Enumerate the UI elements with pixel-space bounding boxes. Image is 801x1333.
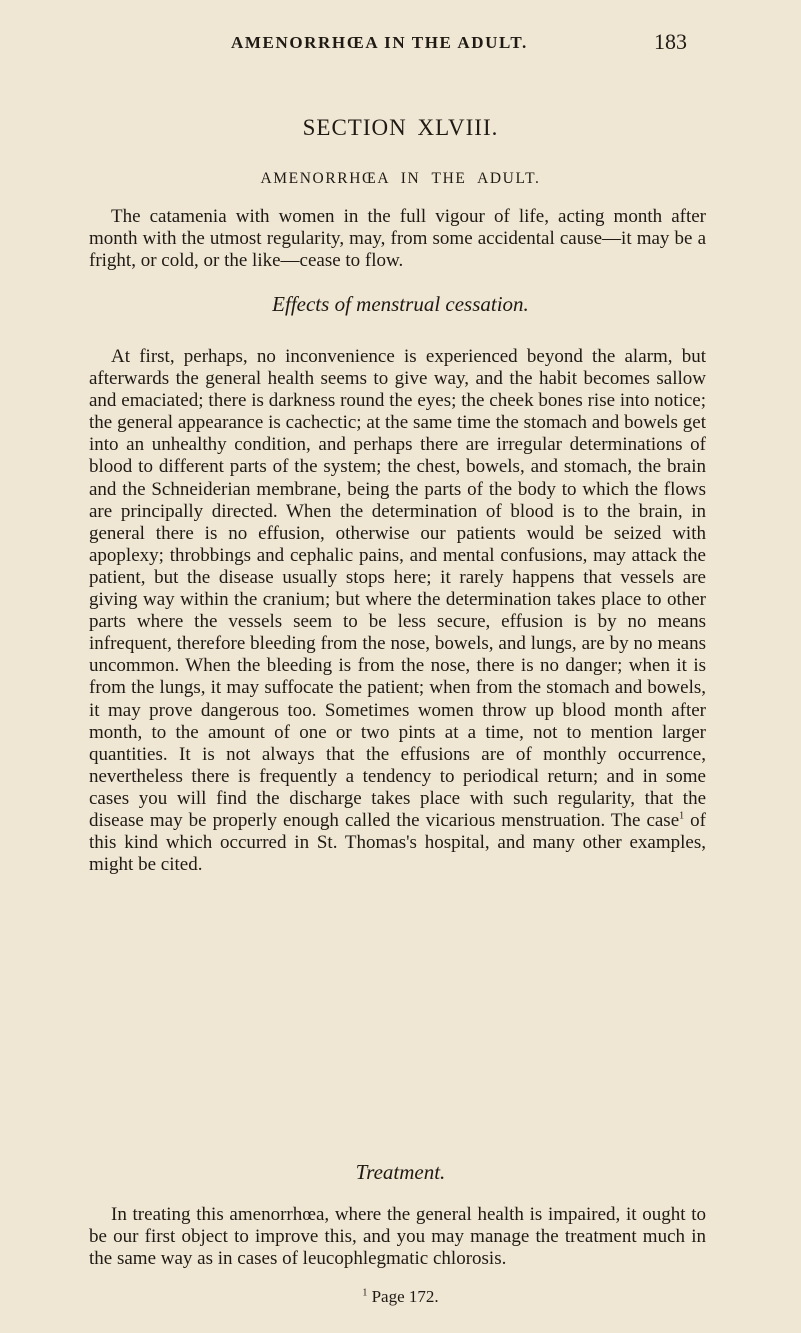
running-title: AMENORRHŒA IN THE ADULT. bbox=[231, 33, 528, 52]
effects-heading: Effects of menstrual cessation. bbox=[272, 292, 529, 316]
footnote-marker: 1 bbox=[362, 1287, 368, 1299]
footnote-text: Page 172. bbox=[367, 1287, 439, 1306]
running-head bbox=[0, 29, 801, 57]
treatment-heading: Treatment. bbox=[355, 1160, 446, 1184]
intro-paragraph: The catamenia with women in the full vigour of life, acting month after month with the utmost regularity, may, from some accidental cause—it may be a fright, or cold, or the like—cease to flow. bbox=[89, 206, 706, 272]
footnote-reference: 1 bbox=[679, 810, 685, 822]
treatment-paragraph: In treating this amenorrhœa, where the general health is impaired, it ought to be our first object to improve this, and you may manage the treatment much in the same way as in cases of leucophlegmatic chlorosis. bbox=[89, 1204, 706, 1270]
section-title: SECTION XLVIII. bbox=[302, 115, 499, 140]
effects-paragraph bbox=[89, 346, 706, 876]
chapter-title: AMENORRHŒA IN THE ADULT. bbox=[260, 170, 541, 187]
footnote bbox=[0, 1287, 801, 1307]
page-number: 183 bbox=[654, 29, 687, 54]
effects-text-part-1: At first, perhaps, no inconvenience is experienced beyond the alarm, but afterwards the general health seems to give way, and the habit becomes sallow and emaciated; there is darkness round the eyes; the cheek bones rise into notice; the general appearance is cachectic; at the same time the stomach and bowels get into an unhealthy condition, and perhaps there are irregular determinations of blood to different parts of the system; the chest, bowels, and stomach, the brain and the Schneiderian membrane, being the parts of the body to which the flows are principally directed. When the determination of blood is to the brain, in general there is no effusion, otherwise our patients would be seized with apoplexy; throbbings and cephalic pains, and mental confusions, may attack the patient, but the disease usually stops here; it rarely happens that vessels are giving way within the cranium; but where the determination takes place to other parts where the vessels seem to be less secure, effusion is by no means infrequent, therefore bleeding from the nose, bowels, and lungs, are by no means uncommon. When the bleeding is from the nose, there is no danger; when it is from the lungs, it may suffocate the patient; when from the stomach and bowels, it may prove dangerous too. Sometimes women throw up blood month after month, to the amount of one or two pints at a time, not to mention larger quantities. It is not always that the effusions are of monthly occurrence, nevertheless there is frequently a tendency to periodical return; and in some cases you will find the discharge takes place with such regularity, that the disease may be properly enough called the vicarious menstruation. The case bbox=[89, 346, 706, 831]
effects-text-part-2: of this kind which occurred in St. Thomas's hospital, and many other examples, might be cited. bbox=[89, 809, 706, 876]
